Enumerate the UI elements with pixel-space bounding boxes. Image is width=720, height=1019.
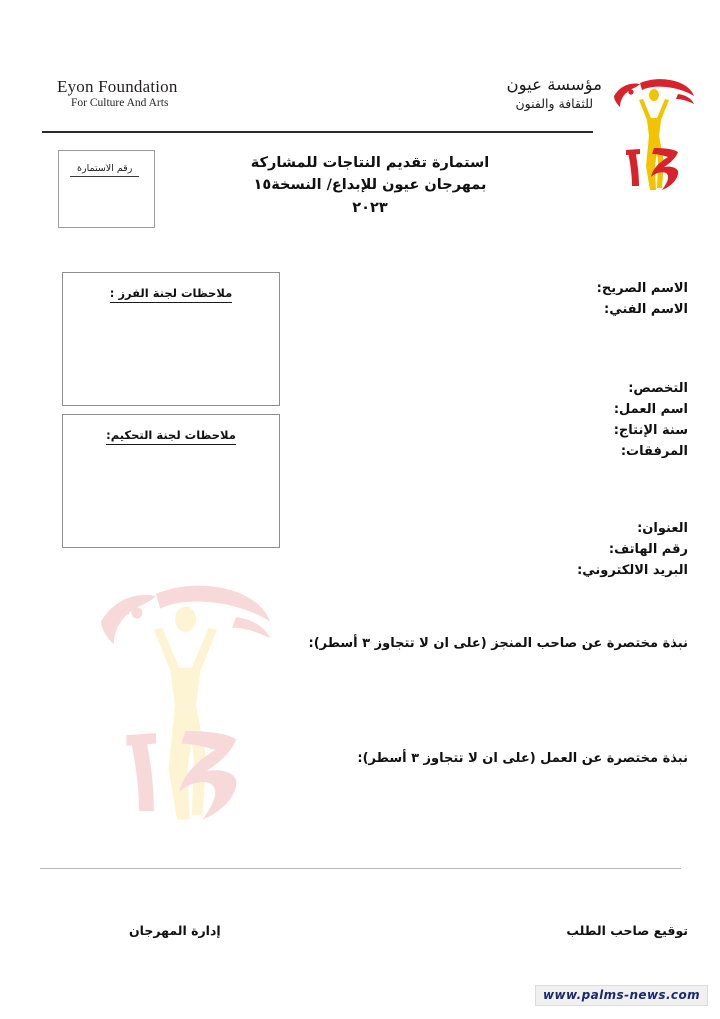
applicant-signature-label: توقيع صاحب الطلب: [566, 923, 688, 938]
source-site-watermark: www.palms-news.com: [535, 985, 708, 1006]
about-work-prompt[interactable]: نبذة مختصرة عن العمل (على ان لا تتجاوز ٣ أسطر):: [357, 751, 688, 766]
organization-name-english: [57, 78, 178, 111]
work-fields-group: [614, 378, 688, 462]
judging-committee-notes-box[interactable]: [62, 414, 280, 548]
sorting-committee-notes-box[interactable]: [62, 272, 280, 406]
judging-committee-notes-title: [63, 428, 279, 442]
field-production-year[interactable]: سنة الإنتاج:: [613, 423, 688, 439]
org-ar-line2: للثقافة والفنون: [515, 95, 594, 111]
title-line-2: بمهرجان عيون للإبداع/ النسخة١٥: [253, 177, 487, 194]
form-number-label: رقم الاستمارة: [70, 163, 139, 177]
org-en-line2: For Culture And Arts: [71, 96, 169, 109]
background-watermark-logo: [78, 558, 293, 828]
field-email[interactable]: البريد الالكتروني:: [577, 563, 688, 579]
contact-fields-group: [577, 518, 688, 581]
field-full-name[interactable]: الاسم الصريح:: [596, 281, 688, 296]
eyon-festival-logo-icon: [606, 66, 702, 194]
about-author-prompt[interactable]: نبذة مختصرة عن صاحب المنجز (على ان لا تتجاوز ٣ أسطر):: [308, 636, 688, 651]
logo-mark-svg: [606, 66, 702, 194]
watermark-logo-svg: [78, 558, 293, 828]
field-artistic-name[interactable]: الاسم الفني:: [604, 302, 688, 318]
header-divider-rule: [42, 131, 593, 133]
org-en-line1: Eyon Foundation: [57, 77, 178, 96]
sorting-committee-notes-title: [63, 286, 279, 300]
field-specialization[interactable]: التخصص:: [628, 381, 688, 396]
identity-fields-group: [597, 278, 688, 320]
form-number-box[interactable]: [58, 150, 155, 228]
judging-committee-notes-label: ملاحظات لجنة التحكيم:: [106, 428, 236, 445]
footer-divider-rule: [40, 868, 681, 869]
field-phone-number[interactable]: رقم الهاتف:: [608, 542, 688, 558]
organization-name-arabic: [507, 76, 602, 111]
org-ar-line1: مؤسسة عيون: [506, 75, 602, 94]
page-title: [205, 152, 535, 219]
title-year: ٢٠٢٣: [352, 199, 388, 216]
sorting-committee-notes-label: ملاحظات لجنة الفرز :: [110, 286, 232, 303]
title-line-1: استمارة تقديم النتاجات للمشاركة: [250, 155, 490, 171]
field-address[interactable]: العنوان:: [637, 521, 688, 536]
field-work-name[interactable]: اسم العمل:: [613, 402, 688, 418]
festival-admin-label: إدارة المهرجان: [129, 923, 221, 938]
field-attachments[interactable]: المرفقات:: [620, 444, 688, 460]
